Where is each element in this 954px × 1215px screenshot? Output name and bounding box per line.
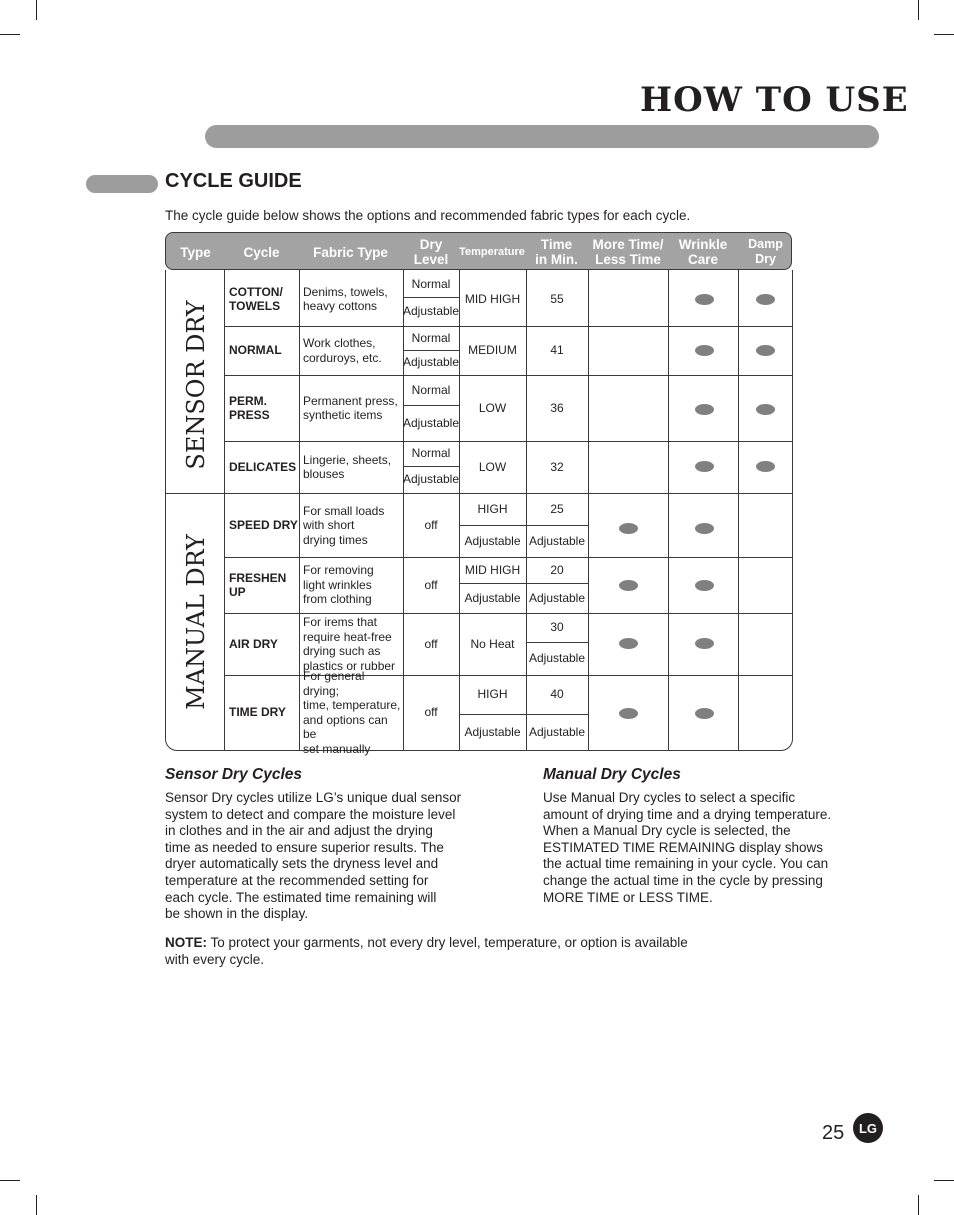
option-available-dot-icon bbox=[695, 523, 714, 534]
dry-level-cell: Adjustable bbox=[402, 304, 460, 319]
manual-dry-description: Use Manual Dry cycles to select a specific amount of drying time and a drying temperature. When a Manual Dry cycle is selected, the ESTIMATED TIME REMAINING display shows the actual time remaining in your cycle. You can change the actual time in the cycle by pressing MORE TIME or LESS TIME. bbox=[543, 790, 832, 905]
time-cell: 55 bbox=[550, 291, 564, 306]
dry-level-cell: off bbox=[424, 518, 438, 533]
time-cell: 36 bbox=[550, 400, 564, 415]
col-header-wrinkle: Wrinkle Care bbox=[678, 237, 728, 267]
option-available-dot-icon bbox=[756, 404, 775, 415]
lg-logo-icon bbox=[853, 1113, 883, 1143]
grid-line bbox=[165, 493, 225, 494]
option-available-dot-icon bbox=[695, 708, 714, 719]
temperature-cell: MID HIGH bbox=[464, 562, 521, 577]
col-header-cycle: Cycle bbox=[243, 244, 280, 260]
dry-level-cell: off bbox=[424, 705, 438, 720]
time-cell: 32 bbox=[550, 459, 564, 474]
time-cell: 30 bbox=[550, 620, 564, 635]
temperature-cell: HIGH bbox=[477, 687, 508, 702]
grid-line bbox=[738, 270, 739, 750]
time-cell: 41 bbox=[550, 343, 564, 358]
option-available-dot-icon bbox=[756, 461, 775, 472]
option-available-dot-icon bbox=[756, 294, 775, 305]
temperature-cell: MID HIGH bbox=[464, 291, 521, 306]
dry-level-cell: Adjustable bbox=[402, 472, 460, 487]
fabric-cell: For removing light wrinkles from clothing bbox=[303, 563, 374, 607]
sensor-dry-heading: Sensor Dry Cycles bbox=[165, 766, 302, 783]
section-title: CYCLE GUIDE bbox=[165, 170, 302, 192]
time-cell: 40 bbox=[550, 687, 564, 702]
lg-logo-text: LG bbox=[858, 1120, 878, 1136]
fabric-cell: Denims, towels, heavy cottons bbox=[303, 284, 388, 313]
crop-mark bbox=[918, 1195, 919, 1215]
temperature-cell: Adjustable bbox=[464, 533, 521, 548]
col-header-fabric: Fabric Type bbox=[313, 244, 388, 260]
dry-level-cell: off bbox=[424, 636, 438, 651]
crop-mark bbox=[0, 34, 20, 35]
cycle-cell: SPEED DRY bbox=[229, 518, 298, 533]
col-header-more-time: More Time/ Less Time bbox=[592, 237, 664, 267]
option-available-dot-icon bbox=[695, 404, 714, 415]
header-bar bbox=[205, 125, 879, 148]
time-cell: 25 bbox=[550, 502, 564, 517]
dry-level-cell: Normal bbox=[411, 277, 451, 292]
dry-level-cell: off bbox=[424, 577, 438, 592]
time-cell: Adjustable bbox=[528, 651, 586, 666]
dry-level-cell: Adjustable bbox=[402, 355, 460, 370]
note-label: NOTE: bbox=[165, 935, 207, 950]
option-available-dot-icon bbox=[619, 708, 638, 719]
crop-mark bbox=[918, 0, 919, 20]
option-available-dot-icon bbox=[695, 461, 714, 472]
option-available-dot-icon bbox=[695, 345, 714, 356]
col-header-damp: Damp Dry bbox=[748, 237, 783, 266]
fabric-cell: Work clothes, corduroys, etc. bbox=[303, 336, 382, 365]
fabric-cell: For small loads with short drying times bbox=[303, 503, 385, 547]
temperature-cell: Adjustable bbox=[464, 724, 521, 739]
col-header-time: Time in Min. bbox=[535, 237, 578, 267]
cycle-cell: NORMAL bbox=[229, 343, 282, 358]
fabric-cell: Lingerie, sheets, blouses bbox=[303, 452, 392, 481]
col-header-temperature: Temperature bbox=[459, 245, 525, 258]
dry-level-cell: Adjustable bbox=[402, 415, 460, 430]
group-label-manual-dry: MANUAL DRY bbox=[182, 534, 210, 710]
crop-mark bbox=[934, 1180, 954, 1181]
option-available-dot-icon bbox=[619, 580, 638, 591]
cycle-cell: AIR DRY bbox=[229, 636, 278, 651]
page-number: 25 bbox=[822, 1122, 845, 1144]
temperature-cell: MEDIUM bbox=[468, 343, 517, 358]
fabric-cell: For irems that require heat-free drying such as plastics or rubber bbox=[303, 615, 396, 673]
grid-line bbox=[588, 270, 589, 750]
grid-line bbox=[668, 270, 669, 750]
cycle-cell: COTTON/ TOWELS bbox=[229, 284, 283, 313]
option-available-dot-icon bbox=[756, 345, 775, 356]
time-cell: Adjustable bbox=[528, 724, 586, 739]
cycle-cell: PERM. PRESS bbox=[229, 393, 270, 422]
temperature-cell: LOW bbox=[478, 459, 507, 474]
group-label-sensor-dry: SENSOR DRY bbox=[182, 300, 210, 470]
intro-text: The cycle guide below shows the options and recommended fabric types for each cycle. bbox=[165, 208, 691, 223]
temperature-cell: Adjustable bbox=[464, 590, 521, 605]
crop-mark bbox=[934, 34, 954, 35]
temperature-cell: No Heat bbox=[470, 636, 515, 651]
option-available-dot-icon bbox=[619, 523, 638, 534]
option-available-dot-icon bbox=[695, 638, 714, 649]
table-header bbox=[165, 232, 792, 270]
cycle-cell: FRESHEN UP bbox=[229, 570, 287, 599]
col-header-type: Type bbox=[180, 244, 211, 260]
time-cell: Adjustable bbox=[528, 590, 586, 605]
cycle-cell: DELICATES bbox=[229, 459, 297, 474]
note-text: To protect your garments, not every dry level, temperature, or option is available with every cycle. bbox=[165, 935, 688, 967]
cycle-cell: TIME DRY bbox=[229, 705, 286, 720]
crop-mark bbox=[36, 1195, 37, 1215]
sensor-dry-description: Sensor Dry cycles utilize LG’s unique dual sensor system to detect and compare the moisture level in clothes and in the air and adjust the drying time as needed to ensure superior results. The dryer automatically sets the dryness level and temperature at the recommended setting for each cycle. The estimated time remaining will be shown in the display. bbox=[165, 790, 462, 922]
page-title: HOW TO USE bbox=[640, 80, 909, 120]
fabric-cell: Permanent press, synthetic items bbox=[303, 393, 398, 422]
section-pill bbox=[86, 175, 158, 193]
fabric-cell: For general drying; time, temperature, and options can be set manually bbox=[303, 669, 401, 756]
option-available-dot-icon bbox=[695, 580, 714, 591]
temperature-cell: LOW bbox=[478, 400, 507, 415]
temperature-cell: HIGH bbox=[477, 502, 508, 517]
time-cell: 20 bbox=[550, 562, 564, 577]
option-available-dot-icon bbox=[695, 294, 714, 305]
crop-mark bbox=[0, 1180, 20, 1181]
col-header-dry-level: Dry Level bbox=[413, 237, 449, 267]
dry-level-cell: Normal bbox=[411, 382, 451, 397]
dry-level-cell: Normal bbox=[411, 446, 451, 461]
note bbox=[165, 935, 765, 968]
option-available-dot-icon bbox=[619, 638, 638, 649]
dry-level-cell: Normal bbox=[411, 330, 451, 345]
crop-mark bbox=[36, 0, 37, 20]
manual-dry-heading: Manual Dry Cycles bbox=[543, 766, 681, 783]
time-cell: Adjustable bbox=[528, 533, 586, 548]
